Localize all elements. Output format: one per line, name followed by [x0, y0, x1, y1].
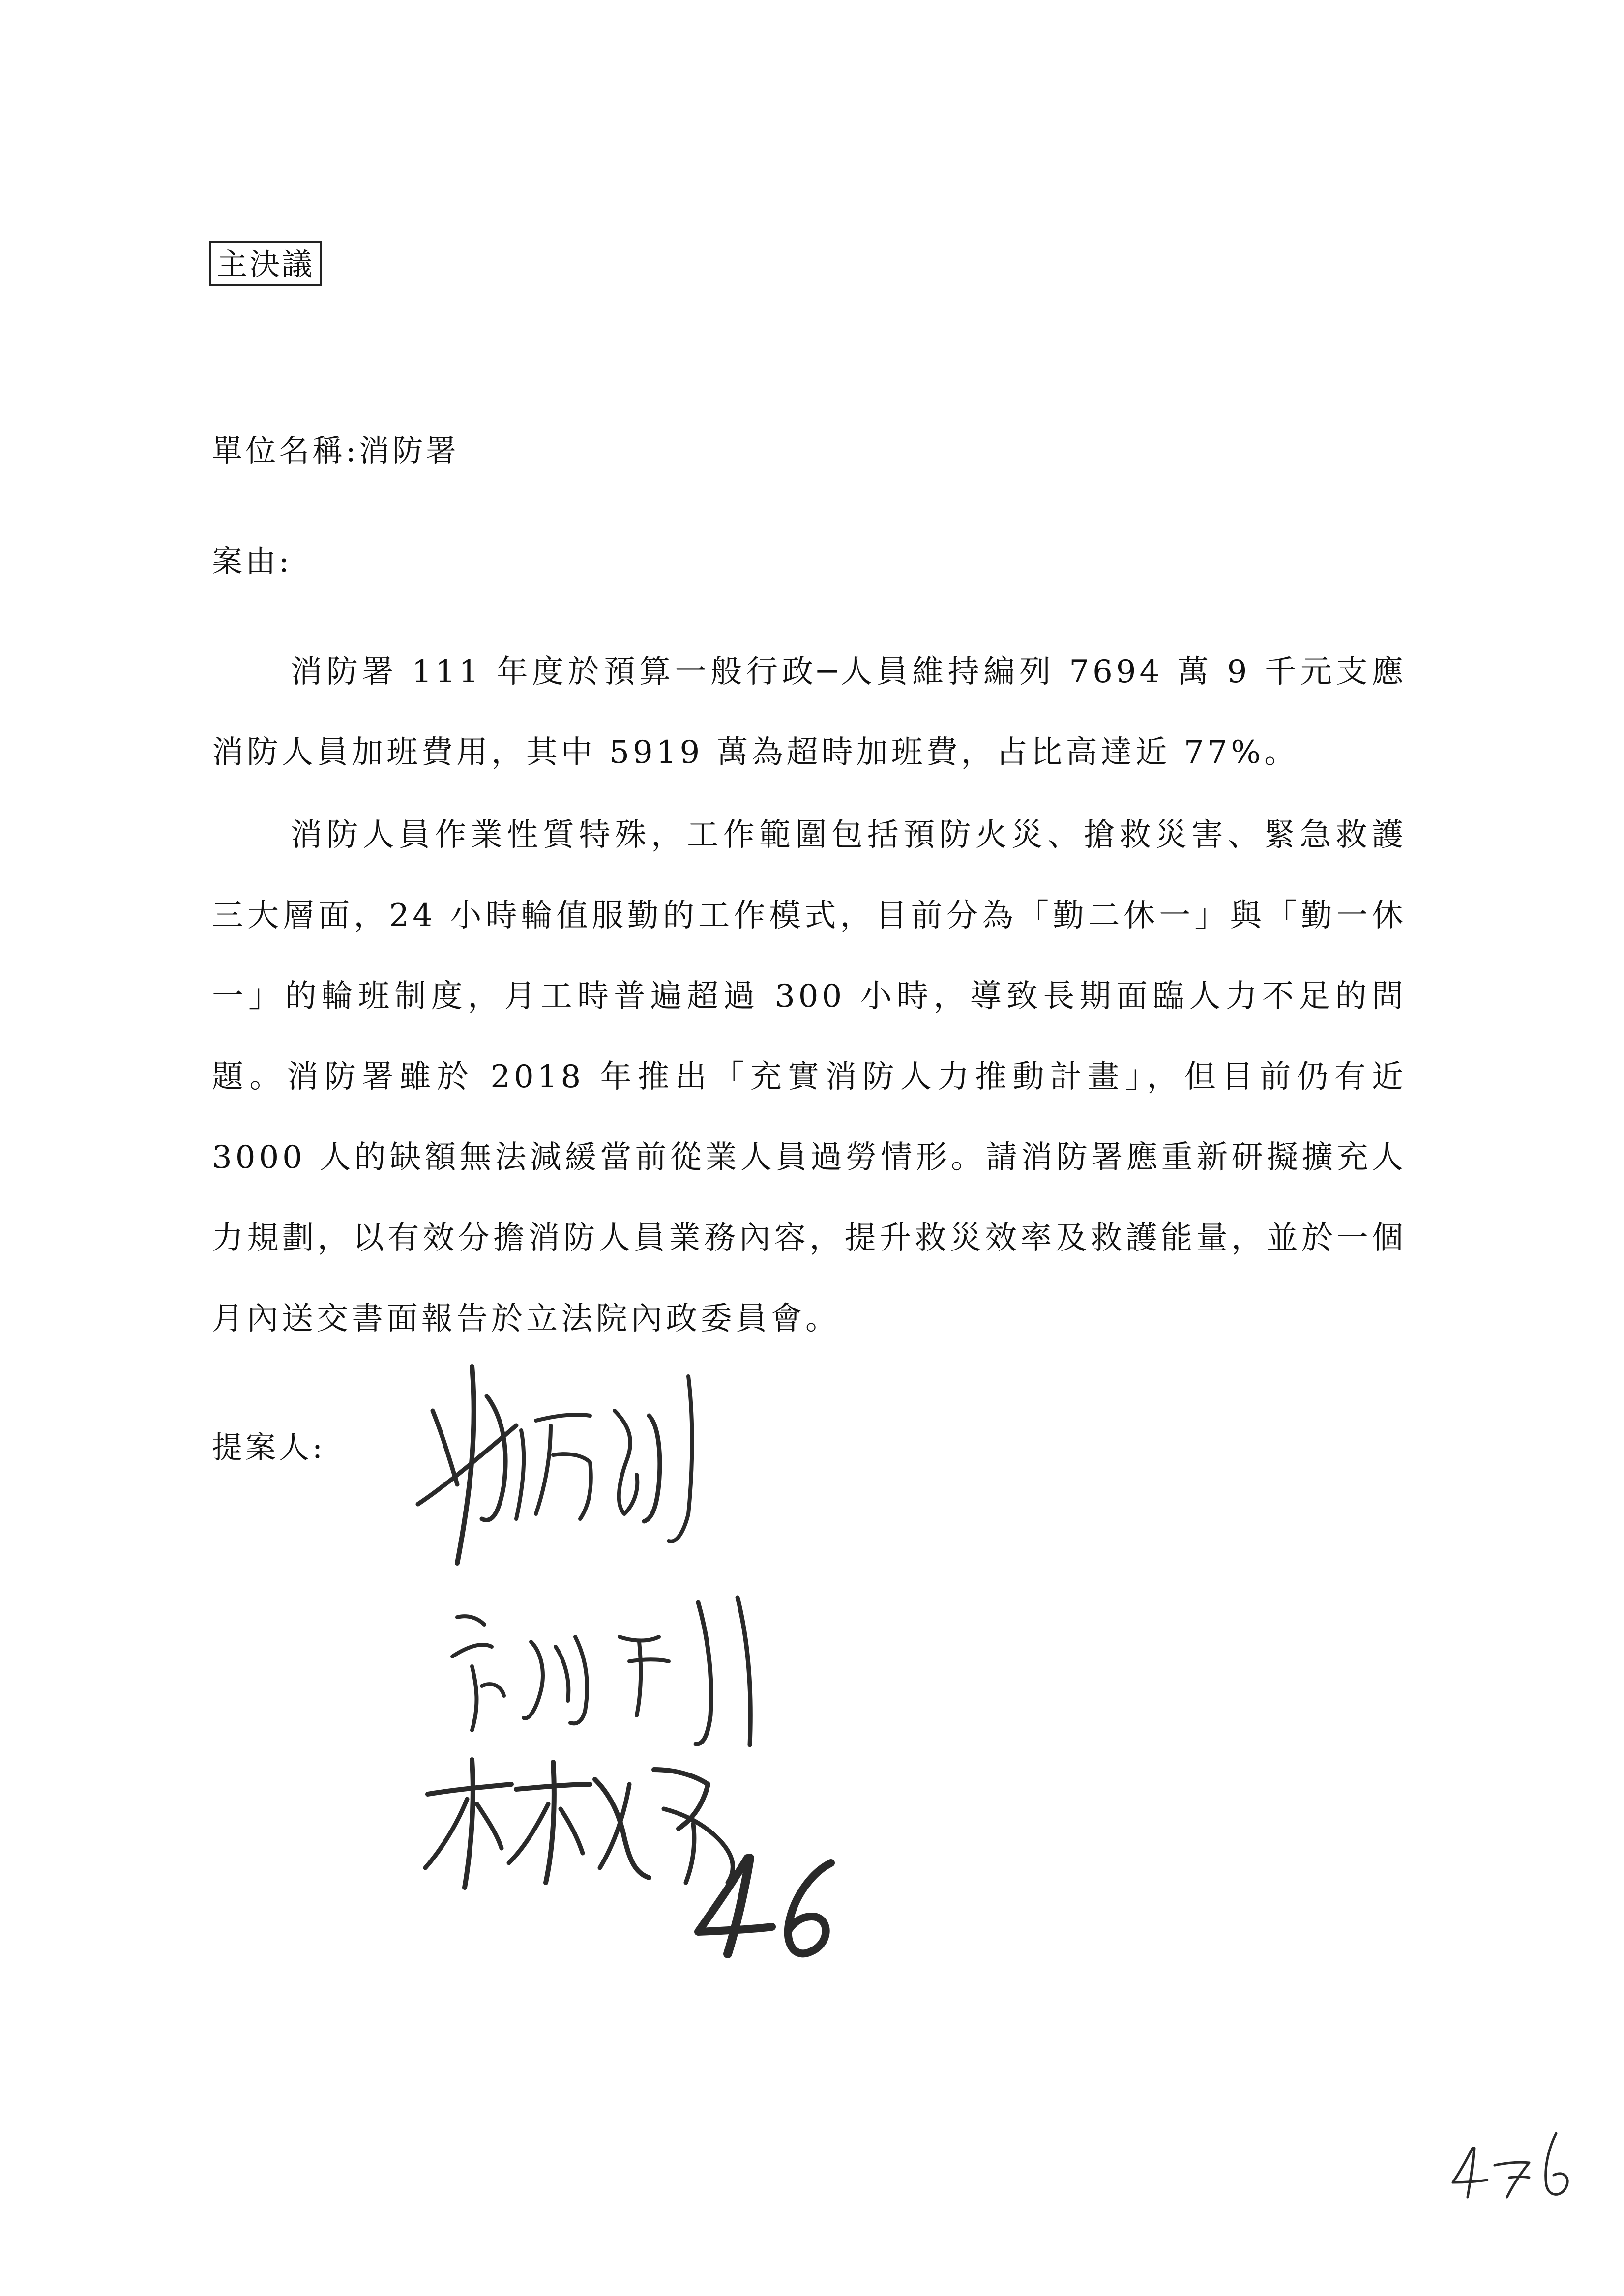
main-resolution-heading: 主決議 [209, 241, 322, 286]
proposer-signature-1 [403, 1357, 723, 1573]
proposer-signature-2 [443, 1588, 777, 1755]
handwritten-page-number [1450, 2128, 1578, 2202]
reason-paragraph-1: 消防署 111 年度於預算一般行政─人員維持編列 7694 萬 9 千元支應消防人員加班費用，其中 5919 萬為超時加班費，占比高達近 77%。 [212, 654, 1407, 771]
handwritten-number-46 [688, 1848, 846, 1961]
unit-name-value: 消防署 [358, 433, 459, 468]
unit-name-line [212, 433, 459, 469]
reason-paragraph-2: 消防人員作業性質特殊，工作範圍包括預防火災、搶救災害、緊急救護三大層面，24 小時輪值服勤的工作模式，目前分為「勤二休一」與「勤一休一」的輪班制度，月工時普遍超過 300 小時，導致長期面臨人力不足的問題。消防署雖於 2018 年推出「充實消防人力推動計畫」，但目前仍有近 3000 人的缺額無法減緩當前從業人員過勞情形。請消防署應重新研擬擴充人力規劃，以有效分擔消防人員業務內容，提升救災效率及救護能量，並於一個月內送交書面報告於立法院內政委員會。 [212, 817, 1407, 1337]
unit-name-label: 單位名稱: [212, 433, 359, 468]
case-reason-label: 案由: [212, 543, 292, 579]
proposer-label: 提案人: [212, 1429, 325, 1465]
